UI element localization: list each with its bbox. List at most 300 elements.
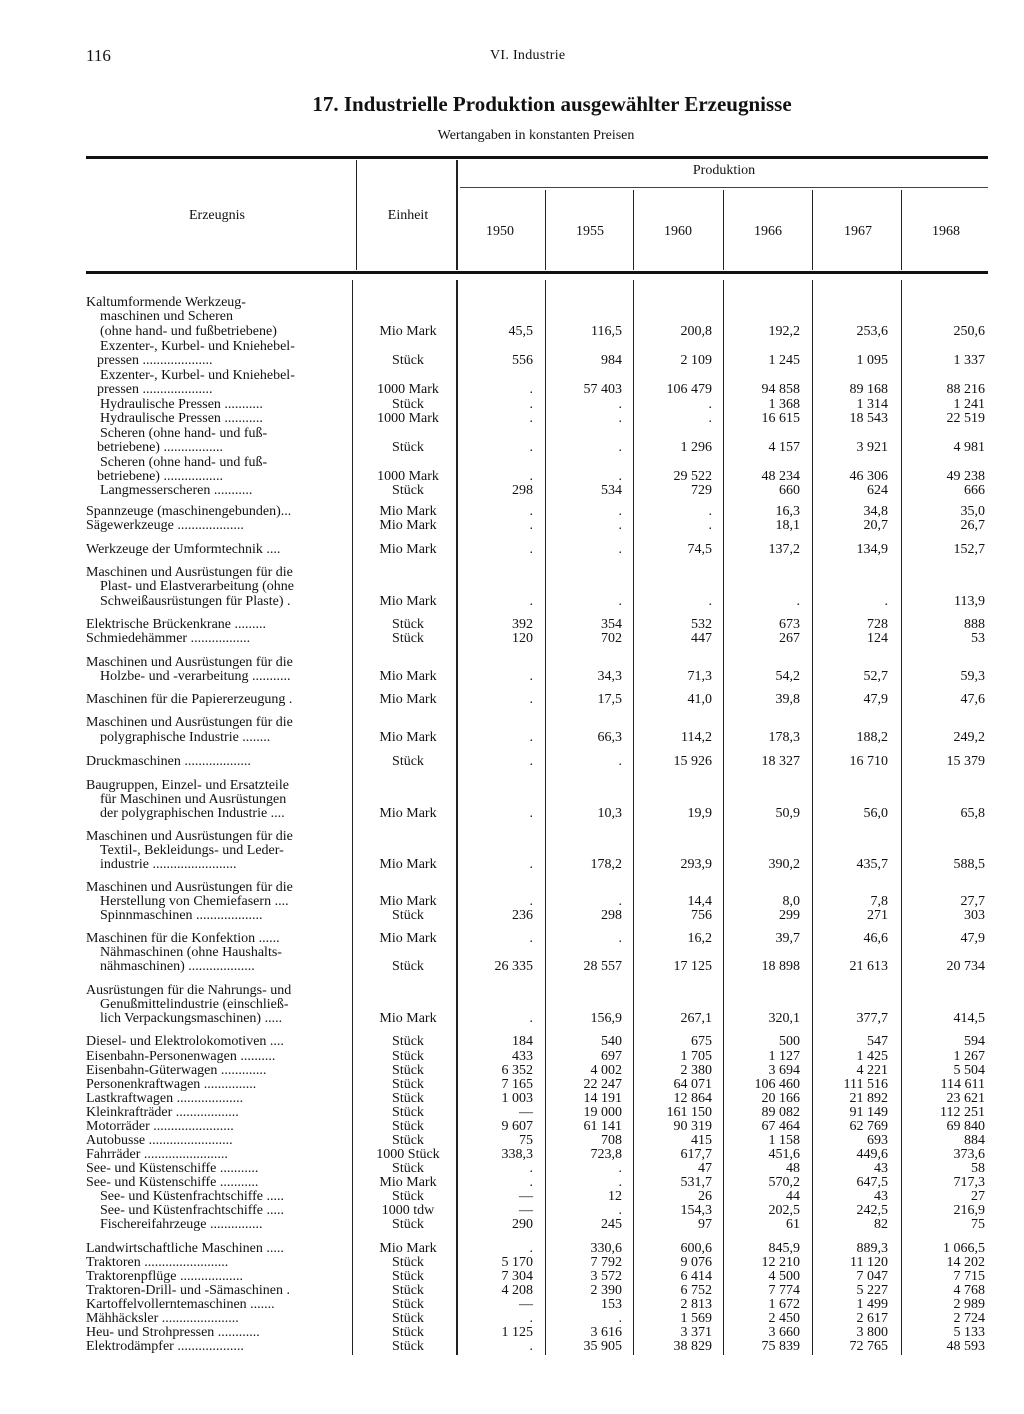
table-row xyxy=(0,354,1024,368)
row-value-1966: 570,2 xyxy=(768,1175,800,1190)
row-unit: Mio Mark xyxy=(379,1241,437,1256)
row-value-1960: 415 xyxy=(691,1133,712,1148)
row-value-1960: . xyxy=(708,594,712,609)
row-value-1950: 7 304 xyxy=(501,1269,533,1284)
row-value-1967: 52,7 xyxy=(863,669,888,684)
row-value-1967: 1 314 xyxy=(856,397,888,412)
row-label: Exzenter-, Kurbel- und Kniehebel- xyxy=(100,369,295,383)
row-label: betriebene) ................. xyxy=(97,441,223,455)
row-value-1960: . xyxy=(708,518,712,533)
row-value-1968: 666 xyxy=(964,483,985,498)
row-value-1955: 61 141 xyxy=(583,1119,622,1134)
header-year-1950: 1950 xyxy=(486,224,514,239)
row-value-1955: 34,3 xyxy=(597,669,622,684)
row-value-1955: 57 403 xyxy=(583,382,622,397)
row-unit: Mio Mark xyxy=(379,1011,437,1026)
row-value-1950: . xyxy=(529,730,533,745)
row-value-1966: 192,2 xyxy=(768,324,800,339)
table-row xyxy=(0,519,1024,533)
row-label: Maschinen und Ausrüstungen für die xyxy=(86,656,293,670)
row-value-1950: . xyxy=(529,469,533,484)
table-row xyxy=(0,731,1024,745)
table-row xyxy=(0,412,1024,426)
row-value-1966: 18,1 xyxy=(775,518,800,533)
row-value-1960: 675 xyxy=(691,1034,712,1049)
row-value-1955: 66,3 xyxy=(597,730,622,745)
table-top-rule xyxy=(86,156,988,159)
row-value-1955: . xyxy=(618,518,622,533)
row-unit: Mio Mark xyxy=(379,518,437,533)
row-value-1960: 38 829 xyxy=(673,1339,712,1354)
row-value-1960: 267,1 xyxy=(680,1011,712,1026)
row-label: Elektrische Brückenkrane ......... xyxy=(86,618,266,632)
row-label: Personenkraftwagen ............... xyxy=(86,1078,257,1092)
row-value-1968: 22 519 xyxy=(946,411,985,426)
row-value-1968: 2 989 xyxy=(953,1297,985,1312)
row-label: Schmiedehämmer ................. xyxy=(86,632,251,646)
row-value-1968: 49 238 xyxy=(946,469,985,484)
row-label: Heu- und Strohpressen ............ xyxy=(86,1326,260,1340)
row-value-1960: 47 xyxy=(698,1161,712,1176)
row-value-1968: 414,5 xyxy=(953,1011,985,1026)
row-value-1966: 1 127 xyxy=(768,1049,800,1064)
row-label: Scheren (ohne hand- und fuß- xyxy=(100,456,268,470)
row-value-1967: 18 543 xyxy=(849,411,888,426)
row-unit: Stück xyxy=(392,1283,424,1298)
row-value-1950: 433 xyxy=(512,1049,533,1064)
table-row xyxy=(0,984,1024,998)
row-value-1950: 184 xyxy=(512,1034,533,1049)
table-row xyxy=(0,909,1024,923)
row-label: See- und Küstenschiffe ........... xyxy=(86,1162,259,1176)
row-unit: Mio Mark xyxy=(379,857,437,872)
row-value-1968: 4 768 xyxy=(953,1283,985,1298)
row-value-1955: 153 xyxy=(601,1297,622,1312)
row-value-1955: . xyxy=(618,1311,622,1326)
table-row xyxy=(0,693,1024,707)
row-value-1955: 22 247 xyxy=(583,1077,622,1092)
row-value-1950: 338,3 xyxy=(501,1147,533,1162)
row-value-1966: 267 xyxy=(779,631,800,646)
row-value-1960: . xyxy=(708,397,712,412)
row-value-1967: 82 xyxy=(874,1217,888,1232)
row-value-1967: 2 617 xyxy=(856,1311,888,1326)
row-label: Kartoffelvollerntemaschinen ....... xyxy=(86,1298,275,1312)
row-value-1967: 7 047 xyxy=(856,1269,888,1284)
row-value-1955: . xyxy=(618,440,622,455)
row-value-1950: . xyxy=(529,397,533,412)
row-value-1955: 540 xyxy=(601,1034,622,1049)
row-label: (ohne hand- und fußbetriebene) xyxy=(100,325,277,339)
row-value-1967: 72 765 xyxy=(849,1339,888,1354)
row-value-1955: 723,8 xyxy=(590,1147,622,1162)
row-value-1967: 728 xyxy=(867,617,888,632)
row-value-1966: 137,2 xyxy=(768,542,800,557)
row-value-1955: 10,3 xyxy=(597,806,622,821)
row-value-1967: 111 516 xyxy=(843,1077,888,1092)
row-label: Traktoren ........................ xyxy=(86,1256,229,1270)
row-value-1960: . xyxy=(708,504,712,519)
row-value-1968: 47,9 xyxy=(960,931,985,946)
row-value-1955: . xyxy=(618,1203,622,1218)
row-value-1966: 48 234 xyxy=(761,469,800,484)
row-value-1955: . xyxy=(618,754,622,769)
header-unit: Einheit xyxy=(387,208,429,223)
row-label: Fischereifahrzeuge ............... xyxy=(100,1218,263,1232)
table-row xyxy=(0,505,1024,519)
row-value-1955: 7 792 xyxy=(590,1255,622,1270)
row-value-1967: 21 613 xyxy=(849,959,888,974)
row-label: polygraphische Industrie ........ xyxy=(100,731,271,745)
row-value-1960: 532 xyxy=(691,617,712,632)
table-row xyxy=(0,595,1024,609)
row-value-1966: 75 839 xyxy=(761,1339,800,1354)
table-row xyxy=(0,1204,1024,1218)
row-value-1955: 116,5 xyxy=(591,324,622,339)
table-row xyxy=(0,716,1024,730)
row-value-1950: . xyxy=(529,542,533,557)
row-label: Diesel- und Elektrolokomotiven .... xyxy=(86,1035,284,1049)
row-value-1967: 5 227 xyxy=(856,1283,888,1298)
row-value-1950: . xyxy=(529,754,533,769)
row-value-1967: 547 xyxy=(867,1034,888,1049)
row-label: Maschinen und Ausrüstungen für die xyxy=(86,830,293,844)
table-row xyxy=(0,1190,1024,1204)
table-row xyxy=(0,779,1024,793)
row-value-1950: — xyxy=(519,1297,533,1312)
row-value-1967: 7,8 xyxy=(870,894,888,909)
row-value-1967: 435,7 xyxy=(856,857,888,872)
header-year-1968: 1968 xyxy=(932,224,960,239)
row-label: lich Verpackungsmaschinen) ..... xyxy=(100,1012,283,1026)
table-row xyxy=(0,656,1024,670)
row-unit: 1000 Mark xyxy=(377,382,439,397)
row-value-1966: 1 368 xyxy=(768,397,800,412)
row-label: der polygraphischen Industrie .... xyxy=(100,807,285,821)
row-unit: Stück xyxy=(392,1297,424,1312)
row-value-1960: 1 296 xyxy=(680,440,712,455)
table-row xyxy=(0,383,1024,397)
row-value-1950: . xyxy=(529,411,533,426)
row-value-1967: 3 800 xyxy=(856,1325,888,1340)
row-value-1960: 9 076 xyxy=(680,1255,712,1270)
row-value-1967: 46,6 xyxy=(863,931,888,946)
row-value-1950: . xyxy=(529,931,533,946)
row-value-1967: 377,7 xyxy=(856,1011,888,1026)
row-value-1967: 89 168 xyxy=(849,382,888,397)
row-value-1966: 8,0 xyxy=(782,894,800,909)
row-unit: 1000 tdw xyxy=(381,1203,435,1218)
production-underline xyxy=(460,187,988,188)
row-label: Genußmittelindustrie (einschließ- xyxy=(100,998,289,1012)
row-value-1960: 161 150 xyxy=(666,1105,712,1120)
header-divider xyxy=(901,190,902,270)
row-value-1967: 21 892 xyxy=(849,1091,888,1106)
row-value-1968: 65,8 xyxy=(960,806,985,821)
row-label: pressen .................... xyxy=(97,354,213,368)
table-row xyxy=(0,296,1024,310)
row-value-1950: . xyxy=(529,1241,533,1256)
row-label: Landwirtschaftliche Maschinen ..... xyxy=(86,1242,284,1256)
row-value-1950: . xyxy=(529,1011,533,1026)
row-value-1966: 4 157 xyxy=(768,440,800,455)
row-unit: Stück xyxy=(392,908,424,923)
row-label: pressen .................... xyxy=(97,383,213,397)
row-value-1967: 43 xyxy=(874,1189,888,1204)
table-row xyxy=(0,960,1024,974)
row-value-1955: 708 xyxy=(601,1133,622,1148)
row-value-1960: 64 071 xyxy=(673,1077,712,1092)
table-row xyxy=(0,670,1024,684)
row-label: Hydraulische Pressen ........... xyxy=(100,398,263,412)
row-value-1968: 47,6 xyxy=(960,692,985,707)
row-label: Maschinen und Ausrüstungen für die xyxy=(86,566,293,580)
row-value-1966: 3 660 xyxy=(768,1325,800,1340)
row-value-1966: 2 450 xyxy=(768,1311,800,1326)
row-value-1955: 534 xyxy=(601,483,622,498)
chapter-heading: VI. Industrie xyxy=(490,48,566,63)
row-value-1960: 1 705 xyxy=(680,1049,712,1064)
row-value-1960: 14,4 xyxy=(687,894,712,909)
row-value-1966: 16,3 xyxy=(775,504,800,519)
row-value-1950: 4 208 xyxy=(501,1283,533,1298)
row-value-1955: 245 xyxy=(601,1217,622,1232)
table-row xyxy=(0,369,1024,383)
table-row xyxy=(0,1120,1024,1134)
header-product: Erzeugnis xyxy=(189,208,245,223)
row-value-1968: 27 xyxy=(971,1189,985,1204)
row-label: für Maschinen und Ausrüstungen xyxy=(100,793,287,807)
row-value-1955: 28 557 xyxy=(583,959,622,974)
row-value-1955: 298 xyxy=(601,908,622,923)
row-value-1960: 200,8 xyxy=(680,324,712,339)
row-value-1967: 56,0 xyxy=(863,806,888,821)
row-unit: Stück xyxy=(392,1325,424,1340)
row-unit: Stück xyxy=(392,483,424,498)
row-value-1968: 373,6 xyxy=(953,1147,985,1162)
row-value-1966: 3 694 xyxy=(768,1063,800,1078)
row-label: Schweißausrüstungen für Plaste) . xyxy=(100,595,291,609)
row-value-1966: 660 xyxy=(779,483,800,498)
row-value-1950: . xyxy=(529,857,533,872)
row-unit: Stück xyxy=(392,1105,424,1120)
row-value-1968: 48 593 xyxy=(946,1339,985,1354)
row-value-1968: 1 267 xyxy=(953,1049,985,1064)
row-value-1955: 3 616 xyxy=(590,1325,622,1340)
row-value-1967: 62 769 xyxy=(849,1119,888,1134)
row-value-1966: 48 xyxy=(786,1161,800,1176)
row-unit: Mio Mark xyxy=(379,692,437,707)
row-unit: Mio Mark xyxy=(379,894,437,909)
row-value-1966: 1 158 xyxy=(768,1133,800,1148)
table-row xyxy=(0,807,1024,821)
row-value-1967: 1 425 xyxy=(856,1049,888,1064)
row-label: Kleinkrafträder .................. xyxy=(86,1106,239,1120)
row-unit: Stück xyxy=(392,1119,424,1134)
row-value-1968: 58 xyxy=(971,1161,985,1176)
row-value-1960: . xyxy=(708,411,712,426)
row-value-1955: 2 390 xyxy=(590,1283,622,1298)
row-unit: Mio Mark xyxy=(379,730,437,745)
header-divider xyxy=(812,190,813,270)
row-value-1960: 447 xyxy=(691,631,712,646)
row-value-1967: 253,6 xyxy=(856,324,888,339)
row-value-1968: 588,5 xyxy=(953,857,985,872)
row-value-1966: 16 615 xyxy=(761,411,800,426)
row-label: Herstellung von Chemiefasern .... xyxy=(100,895,289,909)
row-value-1967: 16 710 xyxy=(849,754,888,769)
row-value-1968: 26,7 xyxy=(960,518,985,533)
row-unit: 1000 Stück xyxy=(376,1147,440,1162)
row-value-1966: 18 898 xyxy=(761,959,800,974)
row-value-1966: 94 858 xyxy=(761,382,800,397)
row-label: Maschinen für die Papiererzeugung . xyxy=(86,693,293,707)
row-value-1955: 35 905 xyxy=(583,1339,622,1354)
row-label: Hydraulische Pressen ........... xyxy=(100,412,263,426)
row-value-1950: . xyxy=(529,1311,533,1326)
row-value-1968: 112 251 xyxy=(940,1105,985,1120)
row-value-1955: . xyxy=(618,894,622,909)
row-value-1966: 106 460 xyxy=(754,1077,800,1092)
row-value-1968: 75 xyxy=(971,1217,985,1232)
row-label: Motorräder ....................... xyxy=(86,1120,234,1134)
table-row xyxy=(0,1050,1024,1064)
row-label: Plast- und Elastverarbeitung (ohne xyxy=(100,580,295,594)
row-value-1967: 43 xyxy=(874,1161,888,1176)
row-value-1967: 242,5 xyxy=(856,1203,888,1218)
table-row xyxy=(0,755,1024,769)
row-label: See- und Küstenfrachtschiffe ..... xyxy=(100,1190,285,1204)
row-value-1968: 113,9 xyxy=(954,594,985,609)
header-divider xyxy=(456,160,458,270)
row-unit: Stück xyxy=(392,617,424,632)
row-value-1967: 46 306 xyxy=(849,469,888,484)
row-value-1955: . xyxy=(618,1175,622,1190)
row-value-1968: 216,9 xyxy=(953,1203,985,1218)
row-value-1950: 5 170 xyxy=(501,1255,533,1270)
table-row xyxy=(0,618,1024,632)
header-divider xyxy=(633,190,634,270)
row-label: Traktorenpflüge .................. xyxy=(86,1270,243,1284)
row-label: Exzenter-, Kurbel- und Kniehebel- xyxy=(100,340,295,354)
row-value-1966: 54,2 xyxy=(775,669,800,684)
row-value-1966: 4 500 xyxy=(768,1269,800,1284)
row-unit: Stück xyxy=(392,1161,424,1176)
row-value-1955: 354 xyxy=(601,617,622,632)
row-value-1955: . xyxy=(618,931,622,946)
row-value-1960: 729 xyxy=(691,483,712,498)
row-value-1968: 35,0 xyxy=(960,504,985,519)
row-label: Druckmaschinen ................... xyxy=(86,755,251,769)
row-value-1967: 449,6 xyxy=(856,1147,888,1162)
row-value-1966: 500 xyxy=(779,1034,800,1049)
table-row xyxy=(0,793,1024,807)
row-label: Textil-, Bekleidungs- und Leder- xyxy=(100,844,284,858)
row-value-1955: 702 xyxy=(601,631,622,646)
row-value-1960: 26 xyxy=(698,1189,712,1204)
row-value-1966: 390,2 xyxy=(768,857,800,872)
table-row xyxy=(0,325,1024,339)
table-row xyxy=(0,858,1024,872)
row-value-1950: — xyxy=(519,1203,533,1218)
row-value-1960: 12 864 xyxy=(673,1091,712,1106)
row-value-1950: 120 xyxy=(512,631,533,646)
table-row xyxy=(0,1064,1024,1078)
row-value-1966: 299 xyxy=(779,908,800,923)
row-value-1967: 124 xyxy=(867,631,888,646)
table-row xyxy=(0,830,1024,844)
page-number: 116 xyxy=(86,46,111,65)
row-value-1955: 19 000 xyxy=(583,1105,622,1120)
row-value-1967: 624 xyxy=(867,483,888,498)
row-value-1966: . xyxy=(796,594,800,609)
row-unit: Stück xyxy=(392,1034,424,1049)
table-row xyxy=(0,881,1024,895)
row-value-1950: . xyxy=(529,894,533,909)
row-label: Ausrüstungen für die Nahrungs- und xyxy=(86,984,292,998)
row-unit: Stück xyxy=(392,440,424,455)
row-value-1968: 20 734 xyxy=(946,959,985,974)
row-unit: Mio Mark xyxy=(379,806,437,821)
row-value-1966: 39,7 xyxy=(775,931,800,946)
header-year-1960: 1960 xyxy=(664,224,692,239)
row-unit: Stück xyxy=(392,1091,424,1106)
table-row xyxy=(0,1312,1024,1326)
row-value-1968: 14 202 xyxy=(946,1255,985,1270)
table-row xyxy=(0,932,1024,946)
row-unit: Stück xyxy=(392,1311,424,1326)
table-row xyxy=(0,310,1024,324)
table-row xyxy=(0,895,1024,909)
row-value-1960: 29 522 xyxy=(673,469,712,484)
row-value-1967: 889,3 xyxy=(856,1241,888,1256)
row-unit: Stück xyxy=(392,1189,424,1204)
row-value-1966: 7 774 xyxy=(768,1283,800,1298)
row-value-1955: 178,2 xyxy=(590,857,622,872)
row-unit: Stück xyxy=(392,631,424,646)
row-label: maschinen und Scheren xyxy=(100,310,233,324)
row-value-1966: 61 xyxy=(786,1217,800,1232)
table-row xyxy=(0,580,1024,594)
row-value-1950: 298 xyxy=(512,483,533,498)
row-unit: Stück xyxy=(392,1063,424,1078)
row-label: Elektrodämpfer ................... xyxy=(86,1340,244,1354)
row-unit: Mio Mark xyxy=(379,669,437,684)
row-value-1968: 7 715 xyxy=(953,1269,985,1284)
row-value-1967: 91 149 xyxy=(849,1105,888,1120)
row-label: industrie ........................ xyxy=(100,858,237,872)
row-value-1955: 17,5 xyxy=(597,692,622,707)
row-value-1968: 69 840 xyxy=(946,1119,985,1134)
row-label: Maschinen und Ausrüstungen für die xyxy=(86,716,293,730)
row-label: Spinnmaschinen ................... xyxy=(100,909,263,923)
row-value-1966: 12 210 xyxy=(761,1255,800,1270)
row-value-1966: 1 672 xyxy=(768,1297,800,1312)
row-value-1950: 6 352 xyxy=(501,1063,533,1078)
row-value-1950: . xyxy=(529,669,533,684)
row-value-1955: 4 002 xyxy=(590,1063,622,1078)
row-value-1966: 178,3 xyxy=(768,730,800,745)
table-row xyxy=(0,1176,1024,1190)
row-label: Werkzeuge der Umformtechnik .... xyxy=(86,543,281,557)
table-row xyxy=(0,998,1024,1012)
row-value-1968: 594 xyxy=(964,1034,985,1049)
row-value-1955: . xyxy=(618,594,622,609)
row-value-1950: . xyxy=(529,504,533,519)
header-bottom-rule xyxy=(86,271,988,274)
row-value-1966: 44 xyxy=(786,1189,800,1204)
row-value-1968: 884 xyxy=(964,1133,985,1148)
